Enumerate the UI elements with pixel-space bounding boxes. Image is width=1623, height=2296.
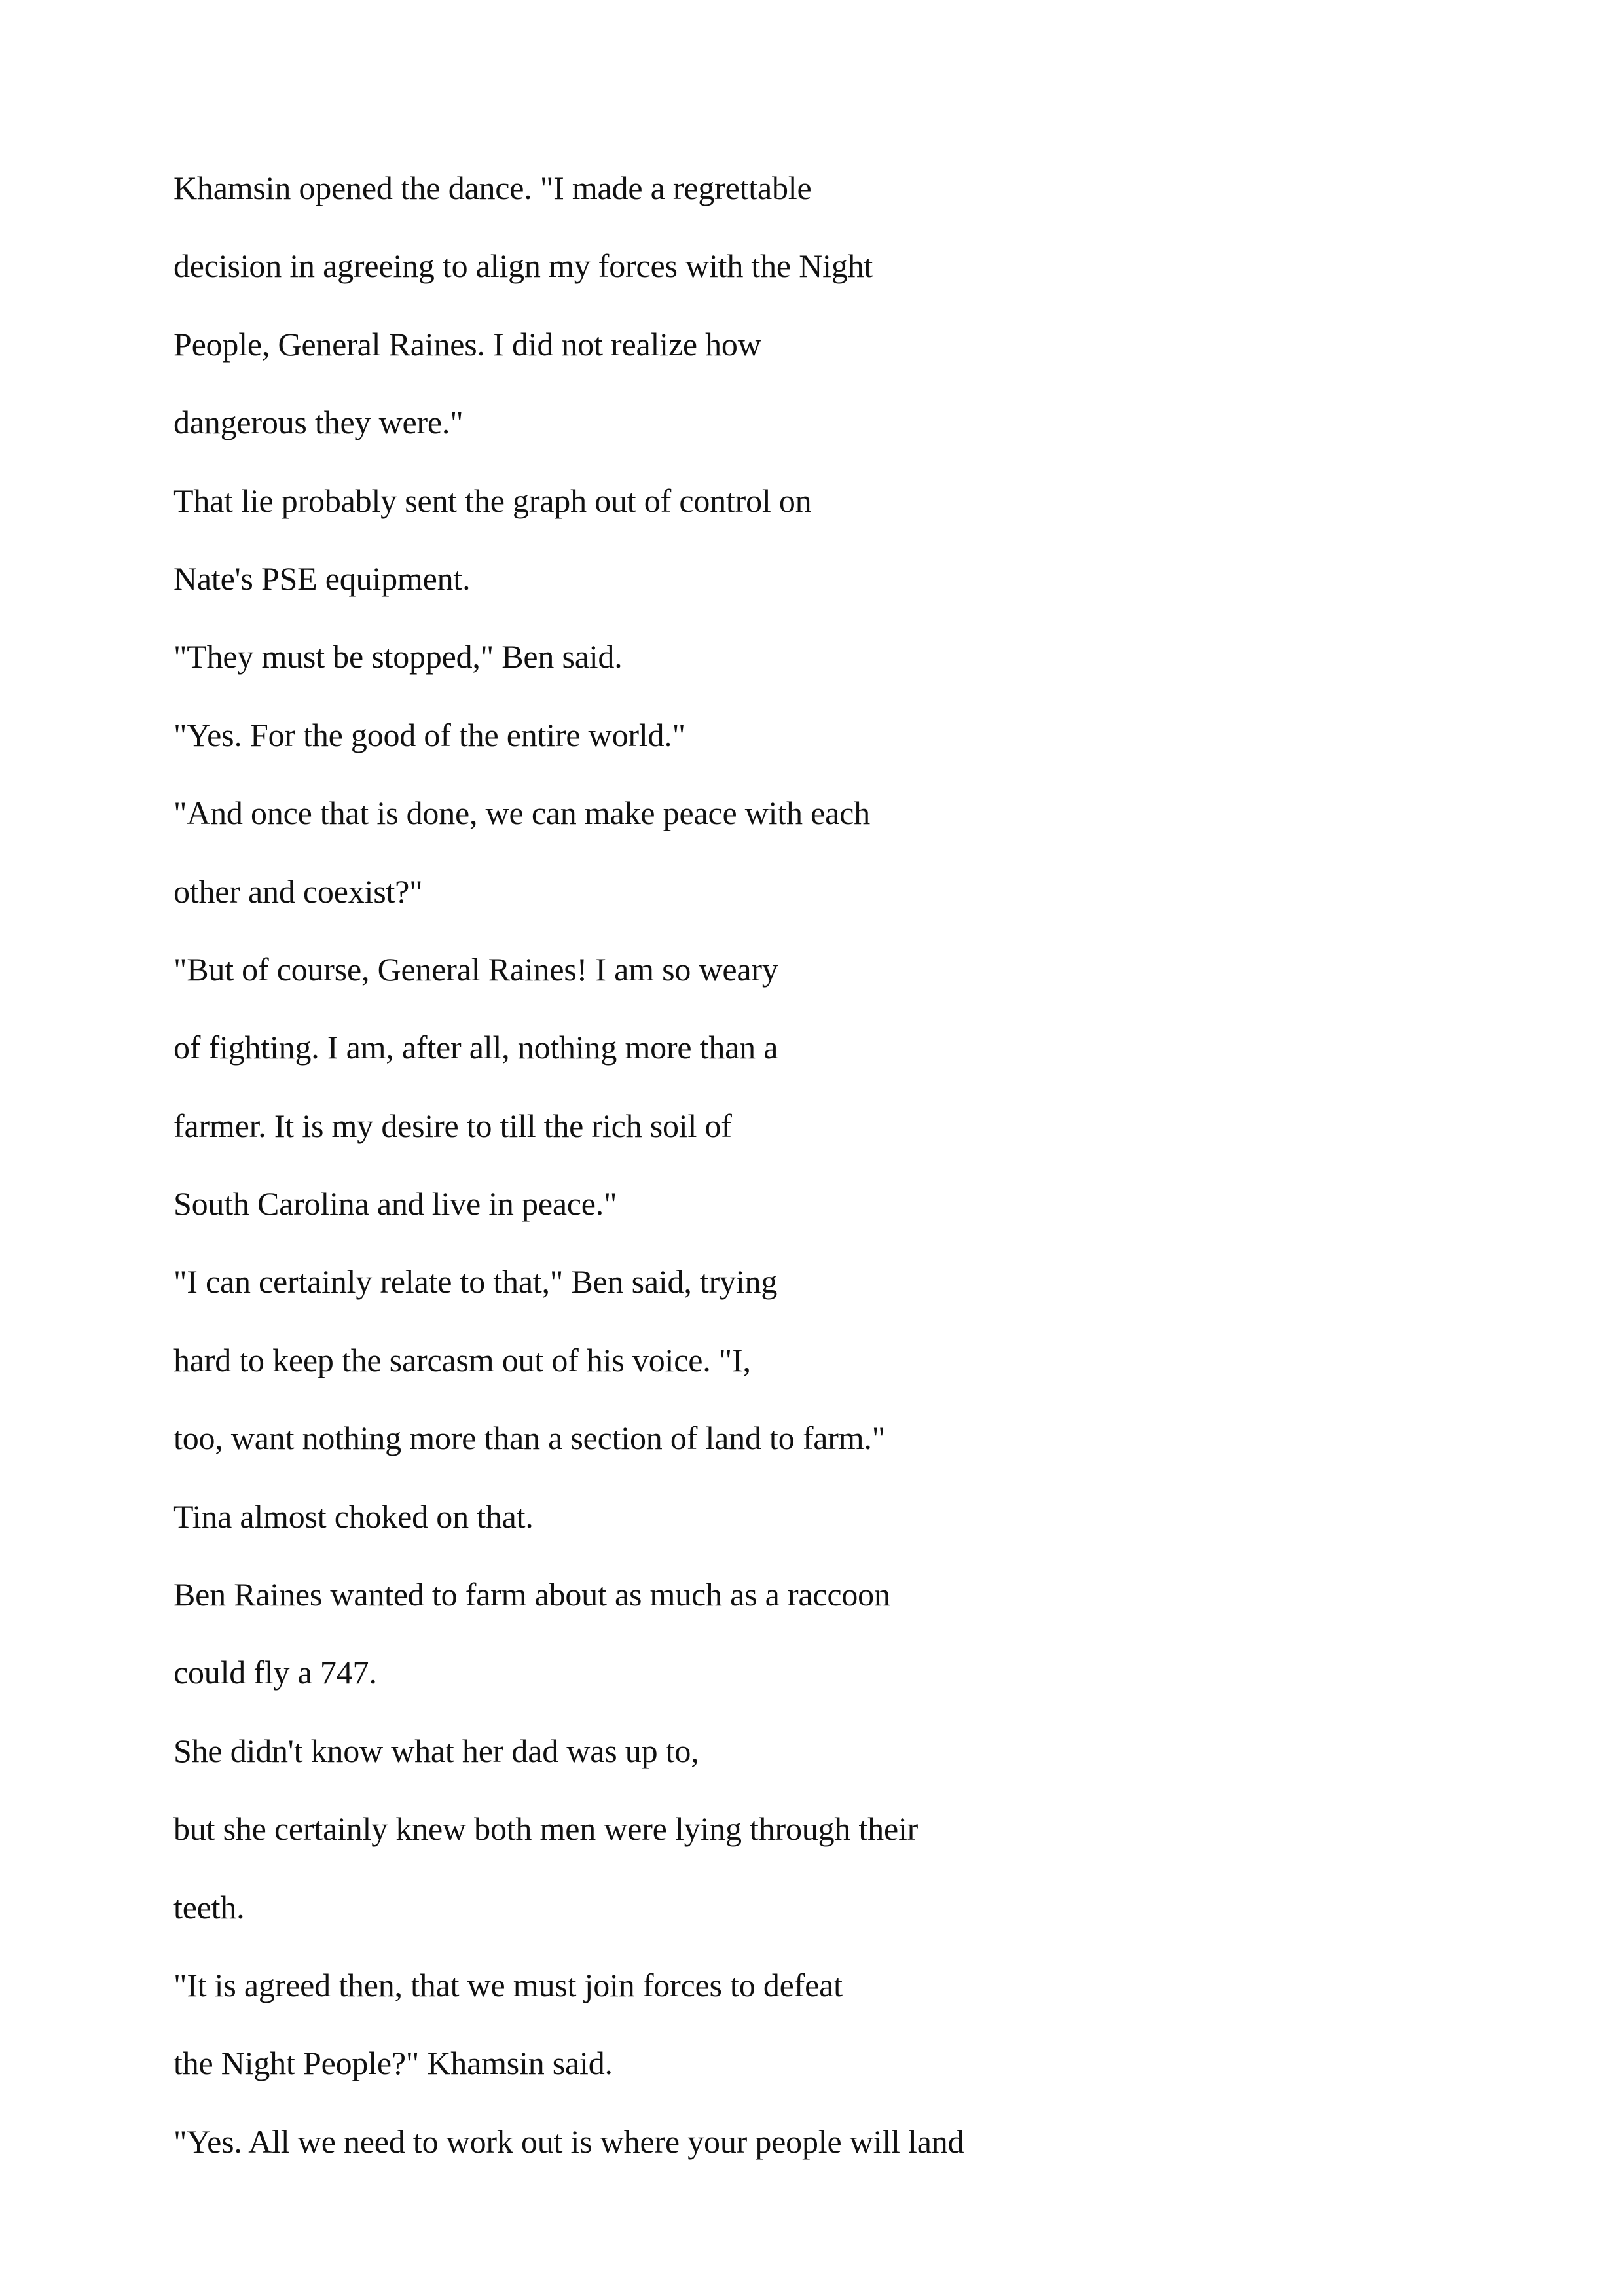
- text-line: "Yes. For the good of the entire world.": [173, 716, 685, 753]
- text-line: farmer. It is my desire to till the rich soil of: [173, 1107, 732, 1144]
- text-line: "It is agreed then, that we must join forces to defeat: [173, 1966, 843, 2003]
- body-text: [173, 149, 1483, 2181]
- text-line: Ben Raines wanted to farm about as much as a raccoon: [173, 1576, 890, 1613]
- text-line: "Yes. All we need to work out is where your people will land: [173, 2123, 964, 2160]
- text-line: other and coexist?": [173, 872, 423, 910]
- text-line: could fly a 747.: [173, 1654, 377, 1691]
- text-line: too, want nothing more than a section of land to farm.": [173, 1420, 885, 1457]
- text-line: hard to keep the sarcasm out of his voice. "I,: [173, 1341, 751, 1378]
- text-line: "They must be stopped," Ben said.: [173, 638, 623, 675]
- text-line: the Night People?" Khamsin said.: [173, 2045, 613, 2082]
- text-line: Tina almost choked on that.: [173, 1498, 534, 1535]
- text-line: "And once that is done, we can make peace with each: [173, 795, 870, 832]
- text-line: Nate's PSE equipment.: [173, 560, 471, 597]
- text-line: South Carolina and live in peace.": [173, 1185, 617, 1223]
- text-line: Khamsin opened the dance. "I made a regrettable: [173, 170, 812, 206]
- text-line: dangerous they were.": [173, 404, 464, 441]
- text-line: "I can certainly relate to that," Ben said, trying: [173, 1263, 778, 1300]
- text-line: "But of course, General Raines! I am so weary: [173, 950, 778, 988]
- text-line: That lie probably sent the graph out of control on: [173, 482, 812, 519]
- text-line: of fighting. I am, after all, nothing more than a: [173, 1029, 778, 1066]
- text-line: People, General Raines. I did not realize how: [173, 325, 761, 363]
- text-line: decision in agreeing to align my forces with the Night: [173, 247, 873, 285]
- text-line: She didn't know what her dad was up to,: [173, 1732, 699, 1769]
- text-line: but she certainly knew both men were lying through their: [173, 1810, 919, 1848]
- text-line: teeth.: [173, 1888, 245, 1926]
